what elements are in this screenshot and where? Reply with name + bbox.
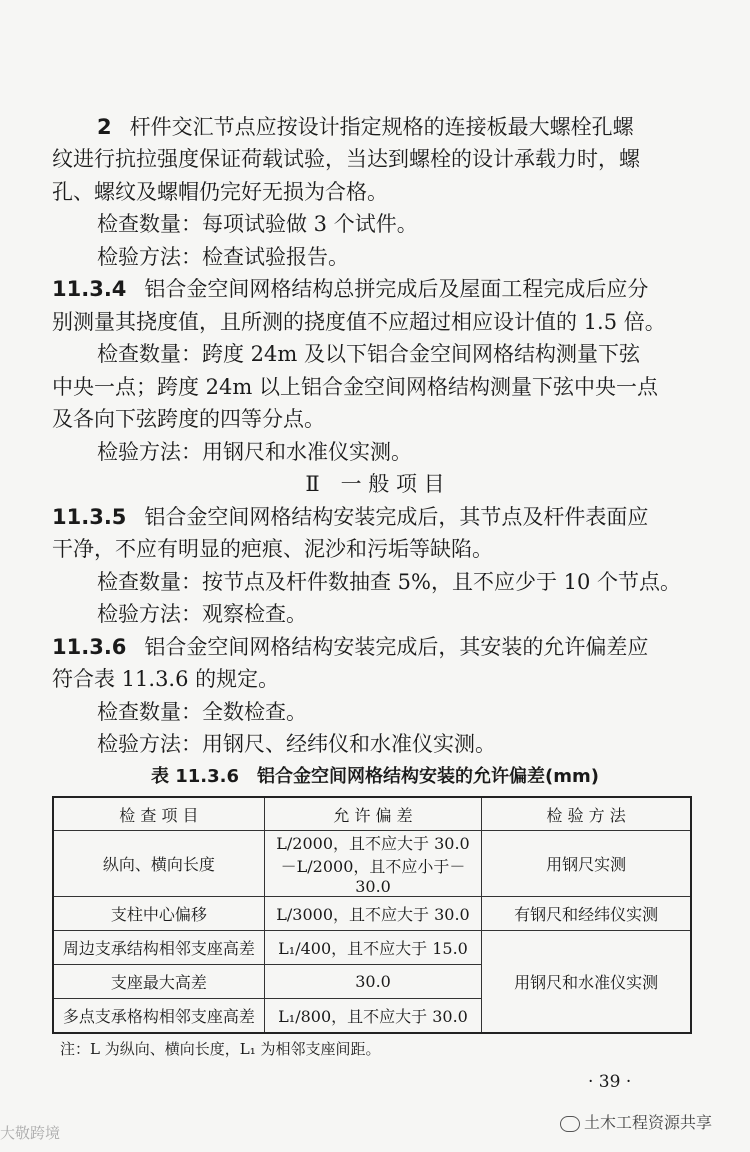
- clause-11-3-4-line2: 别测量其挠度值，且所测的挠度值不应超过相应设计值的 1.5 倍。: [52, 310, 666, 334]
- clause-11-3-4-check-qty-2: 中央一点；跨度 24m 以上铝合金空间网格结构测量下弦中央一点: [52, 375, 658, 399]
- clause-11-3-5-check-method: 检验方法：观察检查。: [97, 602, 307, 626]
- clause-11-3-4-check-method: 检验方法：用钢尺和水准仪实测。: [97, 440, 412, 464]
- cell-deviation: L₁/400，且不应大于 15.0: [264, 931, 481, 965]
- cell-deviation: 30.0: [264, 965, 481, 999]
- para2-line3: 孔、螺纹及螺帽仍完好无损为合格。: [52, 180, 388, 204]
- watermark-right-text: 土木工程资源共享: [584, 1113, 713, 1132]
- cell-method: 用钢尺实测: [482, 831, 691, 897]
- watermark-left: 大敬跨境: [0, 1124, 61, 1142]
- cell-deviation: L/3000，且不应大于 30.0: [264, 897, 481, 931]
- clause-11-3-6-line1: 11.3.6 铝合金空间网格结构安装完成后，其安装的允许偏差应: [52, 635, 649, 659]
- cell-item: 多点支承格构相邻支座高差: [53, 999, 264, 1033]
- para2-check-qty: 检查数量：每项试验做 3 个试件。: [97, 212, 418, 236]
- cell-item: 纵向、横向长度: [53, 831, 264, 897]
- watermark-right: [560, 1110, 712, 1133]
- cell-deviation-line1: L/2000，且不应大于 30.0: [276, 834, 470, 853]
- table-note: 注：L 为纵向、横向长度，L₁ 为相邻支座间距。: [60, 1040, 381, 1058]
- deviation-table: [52, 796, 692, 1034]
- para2-check-method: 检验方法：检查试验报告。: [97, 245, 349, 269]
- clause-11-3-6-line2: 符合表 11.3.6 的规定。: [52, 667, 280, 691]
- table-header-row: [53, 797, 691, 831]
- clause-11-3-5-line2: 干净，不应有明显的疤痕、泥沙和污垢等缺陷。: [52, 537, 493, 561]
- cell-deviation: L₁/800，且不应大于 30.0: [264, 999, 481, 1033]
- cell-method: 用钢尺和水准仪实测: [482, 931, 691, 1033]
- para2-line2: 纹进行抗拉强度保证荷载试验，当达到螺栓的设计承载力时，螺: [52, 147, 640, 171]
- cell-item: 支座最大高差: [53, 965, 264, 999]
- page-number: · 39 ·: [588, 1072, 632, 1092]
- cell-item: 周边支承结构相邻支座高差: [53, 931, 264, 965]
- clause-11-3-6-check-qty: 检查数量：全数检查。: [97, 700, 307, 724]
- clause-11-3-6-check-method: 检验方法：用钢尺、经纬仪和水准仪实测。: [97, 732, 496, 756]
- cell-method: 有钢尺和经纬仪实测: [482, 897, 691, 931]
- header-check-method: 检 验 方 法: [482, 797, 691, 831]
- clause-11-3-4-check-qty-1: 检查数量：跨度 24m 及以下铝合金空间网格结构测量下弦: [97, 342, 640, 366]
- section-heading: Ⅱ 一 般 项 目: [305, 472, 445, 496]
- clause-11-3-4-line1: 11.3.4 铝合金空间网格结构总拼完成后及屋面工程完成后应分: [52, 277, 649, 301]
- clause-11-3-4-check-qty-3: 及各向下弦跨度的四等分点。: [52, 407, 325, 431]
- cell-item: 支柱中心偏移: [53, 897, 264, 931]
- clause-11-3-5-line1: 11.3.5 铝合金空间网格结构安装完成后，其节点及杆件表面应: [52, 505, 649, 529]
- table-row: [53, 831, 691, 897]
- table-row: [53, 931, 691, 965]
- wechat-icon: [560, 1116, 580, 1132]
- cell-deviation-line2: －L/2000，且不应小于－30.0: [280, 857, 466, 896]
- cell-deviation: [264, 831, 481, 897]
- para2-line1: 2 杆件交汇节点应按设计指定规格的连接板最大螺栓孔螺: [97, 115, 634, 139]
- table-row: [53, 897, 691, 931]
- header-check-item: 检 查 项 目: [53, 797, 264, 831]
- table-caption: 表 11.3.6 铝合金空间网格结构安装的允许偏差(mm): [150, 766, 599, 787]
- clause-11-3-5-check-qty: 检查数量：按节点及杆件数抽查 5%，且不应少于 10 个节点。: [97, 570, 682, 594]
- header-allowed-deviation: 允 许 偏 差: [264, 797, 481, 831]
